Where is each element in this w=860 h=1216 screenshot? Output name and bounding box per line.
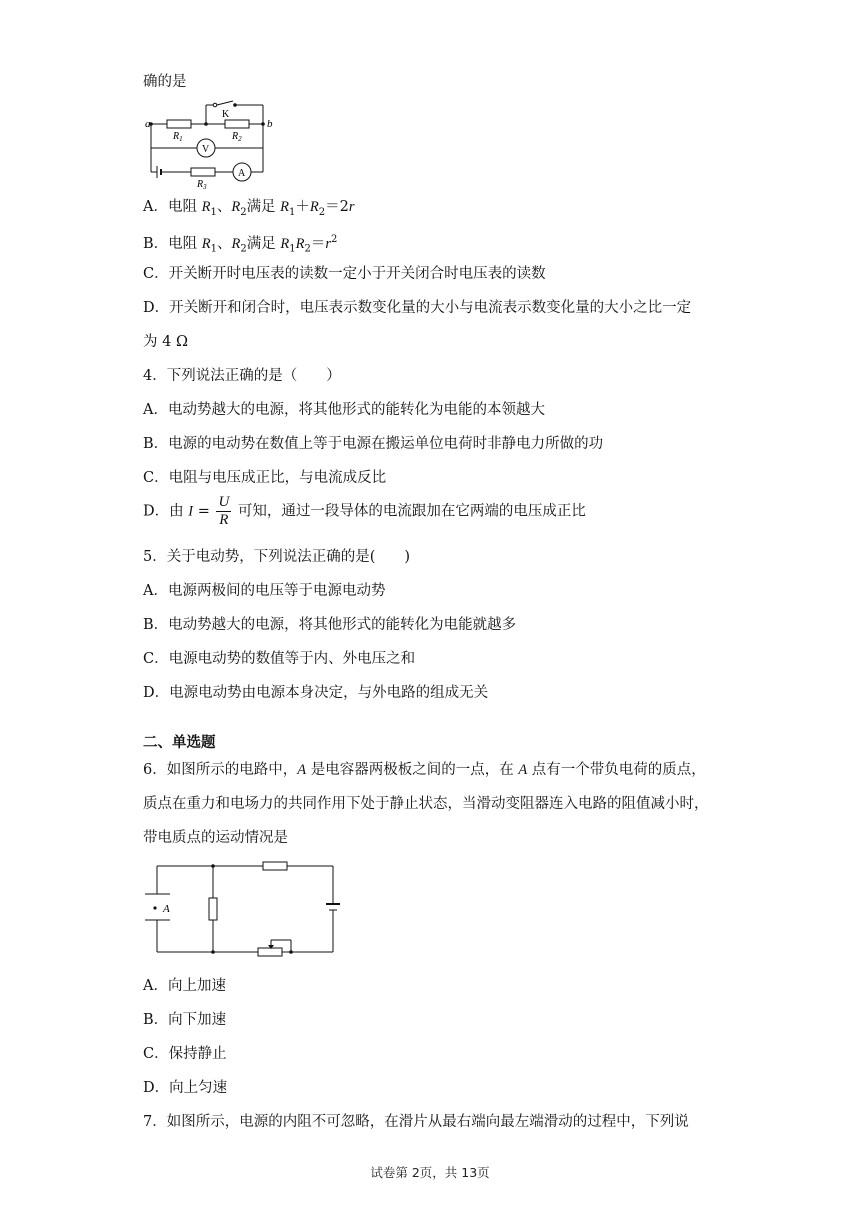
svg-text:R1: $R_1$ [173, 131, 183, 143]
circuit-diagram-2 [143, 858, 343, 962]
resistor-r3 [191, 168, 215, 176]
node-a-label: a [145, 118, 151, 130]
ammeter-label: A [238, 168, 246, 179]
q3-option-d-line1: D．开关断开和闭合时，电压表示数变化量的大小与电流表示数变化量的大小之比一定 [143, 300, 692, 316]
svg-text:R2: $R_2$ [232, 131, 242, 143]
q6-option-c: C．保持静止 [143, 1046, 227, 1062]
q3-option-c: C．开关断开时电压表的读数一定小于开关闭合时电压表的读数 [143, 266, 546, 282]
q6-stem-line3: 带电质点的运动情况是 [143, 830, 288, 846]
q3-option-b: B．电阻 $R_1$、$R_2$满足 $R_1R_2=r^2$ [143, 234, 338, 255]
q6-stem-line2: 质点在重力和电场力的共同作用下处于静止状态，当滑动变阻器连入电路的阻值减小时， [143, 796, 709, 812]
r2-label: R [232, 131, 239, 142]
q4-option-d: D．由 I = $\frac{U}{R}$ 可知，通过一段导体的电流跟加在它两端的电压成正比 [143, 494, 586, 528]
q4-option-c: C．电阻与电压成正比，与电流成反比 [143, 470, 387, 486]
circuit-diagram-1 [143, 97, 278, 192]
svg-text:R3: $R_3$ [197, 179, 207, 191]
point-a-label: A [163, 903, 170, 915]
node-b-label: b [267, 118, 273, 130]
q4-option-a: A．电动势越大的电源，将其他形式的能转化为电能的本领越大 [143, 402, 545, 418]
r1-label: R [173, 131, 180, 142]
r3-label: R [197, 179, 204, 190]
q7-stem-line1: 7．如图所示，电源的内阻不可忽略，在滑片从最右端向最左端滑动的过程中，下列说 [143, 1114, 689, 1130]
q5-option-d: D．电源电动势由电源本身决定，与外电路的组成无关 [143, 685, 489, 701]
resistor-r1 [167, 120, 191, 128]
q4-option-b: B．电源的电动势在数值上等于电源在搬运单位电荷时非静电力所做的功 [143, 436, 604, 452]
q6-option-b: B．向下加速 [143, 1012, 227, 1028]
resistor-r2 [225, 120, 249, 128]
q5-option-c: C．电源电动势的数值等于内、外电压之和 [143, 651, 416, 667]
q3-option-d-line2: 为 4 Ω [143, 334, 188, 350]
fraction-u-over-r: $\frac{U}{R}$ [218, 494, 230, 528]
q6-option-a: A．向上加速 [143, 978, 226, 994]
q4-stem: 4．下列说法正确的是（ ） [143, 368, 341, 384]
page-footer: 试卷第 2页，共 13页 [370, 1165, 490, 1180]
resistor-top [263, 862, 287, 870]
switch-k-label: K [222, 109, 230, 120]
resistor-middle [209, 898, 217, 920]
voltmeter-label: V [202, 144, 210, 155]
question-continuation: 确的是 [143, 74, 187, 90]
section-heading: 二、单选题 [143, 735, 216, 751]
q5-option-b: B．电动势越大的电源，将其他形式的能转化为电能就越多 [143, 617, 517, 633]
q6-option-d: D．向上匀速 [143, 1080, 228, 1096]
q5-stem: 5．关于电动势，下列说法正确的是( ) [143, 549, 411, 565]
q5-option-a: A．电源两极间的电压等于电源电动势 [143, 583, 386, 599]
q3-option-a: A．电阻 $R_1$、$R_2$满足 $R_1+R_2=2r$ [143, 199, 355, 218]
rheostat [258, 948, 282, 956]
q6-stem-line1: 6．如图所示的电路中，A 是电容器两极板之间的一点，在 A 点有一个带负电荷的质点， [143, 762, 706, 778]
